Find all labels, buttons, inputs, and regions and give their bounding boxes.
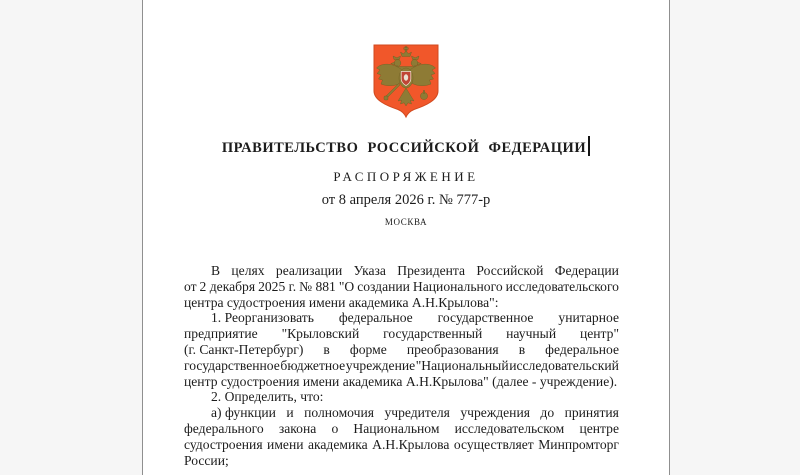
document-date-number: от 8 апреля 2026 г. № 777-р [321, 192, 491, 208]
body-line: (г. Санкт-Петербург) в форме преобразования в федеральное [184, 341, 619, 357]
document-body [184, 263, 619, 468]
body-line: центр судостроения имени академика А.Н.Крылова" (далее - учреждение). [184, 373, 618, 389]
russian-coat-of-arms [369, 43, 443, 120]
body-line: федерального закона о Национальном исследовательском центре [184, 420, 619, 436]
body-line: государственное бюджетное учреждение "Национальный исследовательский [184, 357, 619, 373]
authority-text: ПРАВИТЕЛЬСТВО РОССИЙСКОЙ ФЕДЕРАЦИИ [221, 140, 587, 156]
body-line: 1. Реорганизовать федеральное государственное унитарное [211, 310, 619, 326]
body-line: 2. Определить, что: [211, 389, 324, 405]
body-line: судостроения имени академика А.Н.Крылова осуществляет Минпромторг [184, 436, 619, 452]
document-page [142, 0, 670, 475]
text-cursor [588, 136, 590, 156]
body-line: от 2 декабря 2025 г. № 881 "О создании Национального исследовательского [184, 278, 619, 294]
body-line: В целях реализации Указа Президента Российской Федерации [211, 263, 619, 278]
st-george-rider [404, 74, 408, 80]
document-city: МОСКВА [384, 217, 428, 227]
body-line: России; [184, 452, 229, 468]
coat-of-arms-graphic [369, 43, 443, 120]
body-line: центра судостроения имени академика А.Н.Крылова": [184, 294, 499, 310]
body-line: предприятие "Крыловский государственный научный центр" [184, 326, 619, 342]
document-authority-title [143, 136, 669, 157]
body-line: а) функции и полномочия учредителя учреждения до принятия [211, 405, 619, 421]
document-type-heading: РАСПОРЯЖЕНИЕ [333, 169, 479, 184]
